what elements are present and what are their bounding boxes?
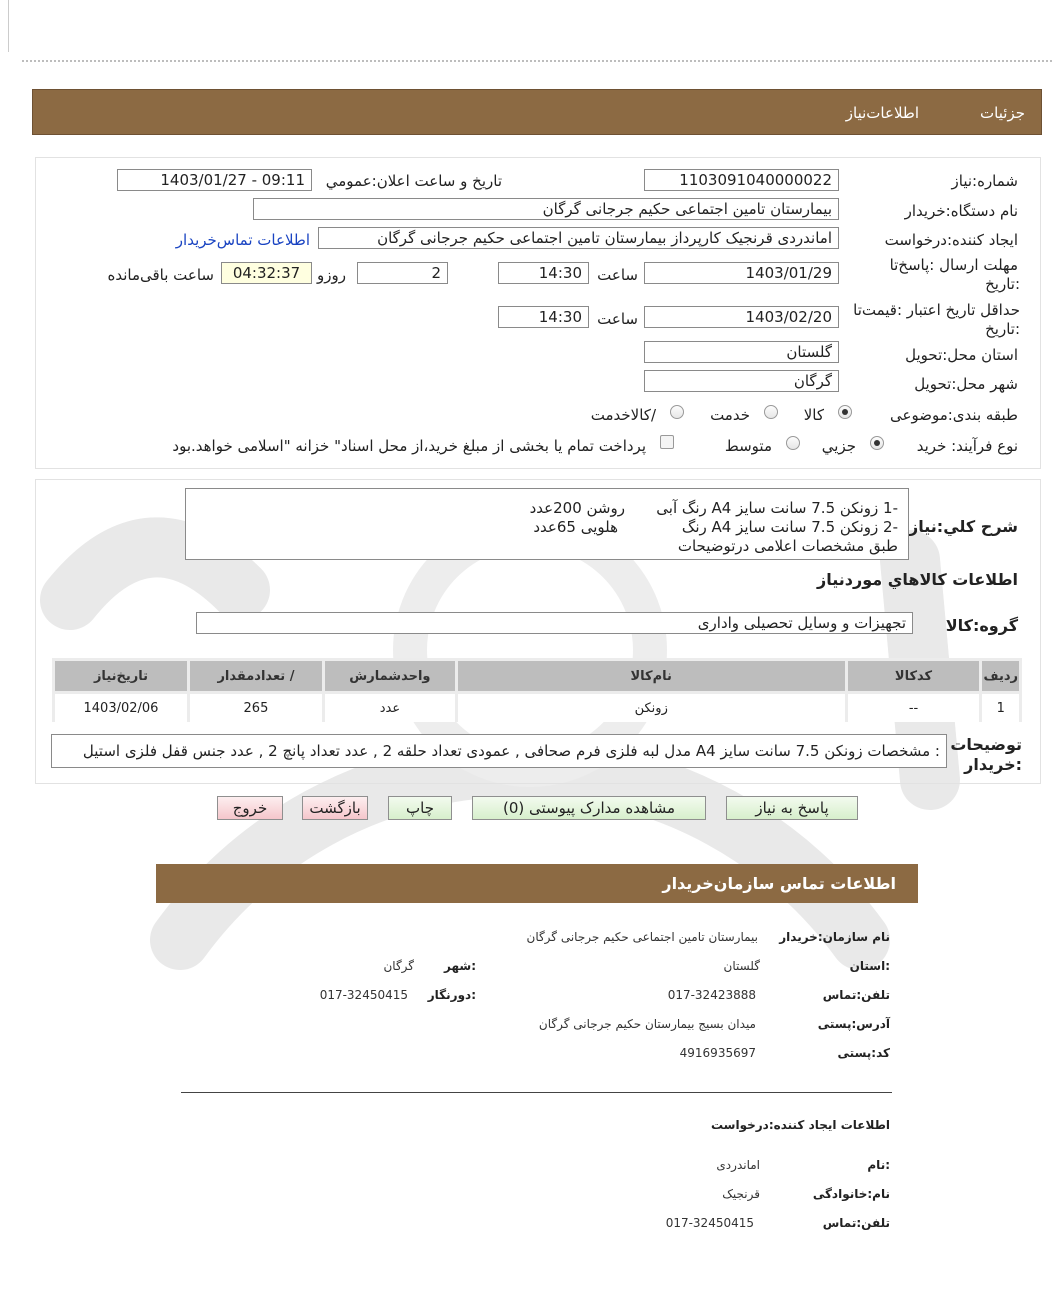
validity-time-label: ساعت: [597, 310, 638, 328]
validity-label-1: حداقل تاریخ اعتبار :قیمت‌تا: [853, 301, 1020, 319]
remaining-label: ساعت باقی‌مانده: [107, 266, 214, 284]
contact-province-label: :استان: [849, 959, 890, 973]
cell-row: 1: [982, 694, 1019, 722]
cell-name: زونکن: [458, 694, 845, 722]
cell-date: 1403/02/06: [55, 694, 187, 722]
payment-checkbox[interactable]: [660, 435, 674, 449]
validity-label-2: :تاریخ: [985, 320, 1020, 338]
back-button[interactable]: بازگشت: [302, 796, 368, 820]
deadline-time-field: 14:30: [498, 262, 589, 284]
description-line-3: طبق مشخصات اعلامی درتوضیحات: [677, 537, 898, 555]
category-radio-goods-service[interactable]: [670, 405, 684, 419]
goods-table: [52, 658, 1022, 725]
contact-fax-label: :دورنگار: [427, 988, 476, 1002]
contact-phone-label: تلفن:تماس: [822, 988, 890, 1002]
category-label: طبقه بندی:موضوعی: [890, 406, 1018, 424]
city-field: گرگان: [644, 370, 839, 392]
validity-date-field: 1403/02/20: [644, 306, 839, 328]
creator-name-value: اماندردی: [716, 1158, 760, 1172]
col-name: نام‌کالا: [458, 661, 845, 691]
announce-label: تاریخ و ساعت اعلان:عمومي: [325, 172, 502, 190]
province-label: استان محل:تحویل: [905, 346, 1018, 364]
deadline-label-1: مهلت ارسال :پاسخ‌تا: [889, 256, 1018, 274]
contact-city-label: :شهر: [444, 959, 476, 973]
description-box: [185, 488, 909, 560]
goods-group-field: تجهیزات و وسایل تحصیلی واداری: [196, 612, 913, 634]
days-field: 2: [357, 262, 448, 284]
description-line-2a: -2 زونکن 7.5 سانت سایز A4 رنگ: [681, 518, 898, 536]
deadline-time-label: ساعت: [597, 266, 638, 284]
page-edge-line: [8, 0, 9, 52]
contact-header: [156, 864, 918, 903]
table-row: [55, 694, 1019, 722]
category-radio-goods[interactable]: [838, 405, 852, 419]
goods-group-label: گروه:کالا: [945, 616, 1018, 635]
creator-family-label: نام:خانوادگی: [812, 1187, 890, 1201]
creator-phone-label: تلفن:تماس: [822, 1216, 890, 1230]
col-unit: واحدشمارش: [325, 661, 455, 691]
creator-info-title: اطلاعات ایجاد کننده:درخواست: [710, 1118, 890, 1132]
payment-note: پرداخت تمام یا بخشی از مبلغ خرید،از محل اسناد" خزانه "اسلامی خواهد.بود: [172, 437, 646, 455]
contact-postal-value: 4916935697: [679, 1046, 756, 1060]
contact-org-label: نام سازمان:خریدار: [779, 930, 890, 944]
contact-divider: [181, 1092, 892, 1093]
creator-field: اماندردی قرنجیک کارپرداز بیمارستان تامین اجتماعی حکیم جرجانی گرگان: [318, 227, 839, 249]
exit-button[interactable]: خروج: [217, 796, 283, 820]
need-number-label: شماره:نیاز: [951, 172, 1018, 190]
contact-address-value: میدان بسیج بیمارستان حکیم جرجانی گرگان: [538, 1017, 756, 1031]
cell-quantity: 265: [190, 694, 322, 722]
process-radio-minor[interactable]: [870, 436, 884, 450]
buyer-notes-label-2: :خریدار: [964, 755, 1022, 774]
col-quantity: / تعدادمقدار: [190, 661, 322, 691]
validity-time-field: 14:30: [498, 306, 589, 328]
buyer-label: نام دستگاه:خریدار: [904, 202, 1018, 220]
description-line-1a: -1 زونکن 7.5 سانت سایز A4 رنگ آبی: [656, 499, 898, 517]
col-date: تاریخ‌نیاز: [55, 661, 187, 691]
contact-phone-value: 017-32423888: [667, 988, 756, 1002]
col-row: ردیف: [982, 661, 1019, 691]
creator-phone-value: 017-32450415: [665, 1216, 754, 1230]
creator-name-label: :نام: [867, 1158, 890, 1172]
category-option-goods: کالا: [803, 406, 824, 424]
contact-fax-value: 017-32450415: [319, 988, 408, 1002]
contact-address-label: آدرس:پستی: [817, 1017, 890, 1031]
top-divider: [22, 60, 1052, 62]
process-option-medium: متوسط: [724, 437, 772, 455]
description-line-2b: هلویی 65عدد: [533, 518, 618, 536]
cell-unit: عدد: [325, 694, 455, 722]
creator-label: ایجاد کننده:درخواست: [884, 231, 1018, 249]
goods-section-title: اطلاعات کالاهاي موردنياز: [817, 570, 1018, 589]
description-label: شرح کلي:نیاز: [909, 517, 1018, 536]
process-option-minor: جزيي: [821, 437, 856, 455]
days-label: روزو: [317, 266, 346, 284]
buyer-contact-link[interactable]: اطلاعات تماس‌خریدار: [175, 231, 310, 249]
cell-code: --: [848, 694, 980, 722]
province-field: گلستان: [644, 341, 839, 363]
category-option-goods-service: /کالاخدمت: [590, 406, 656, 424]
remaining-timer: 04:32:37: [221, 262, 312, 284]
reply-button[interactable]: پاسخ به نیاز: [726, 796, 858, 820]
deadline-date-field: 1403/01/29: [644, 262, 839, 284]
col-code: کدکالا: [848, 661, 980, 691]
creator-family-value: قرنجیک: [722, 1187, 760, 1201]
city-label: شهر محل:تحویل: [914, 375, 1018, 393]
buyer-notes-label-1: توضیحات: [950, 735, 1022, 754]
contact-postal-label: کد:پستی: [837, 1046, 890, 1060]
buyer-notes-field: : مشخصات زونکن 7.5 سانت سایز A4 مدل لبه فلزی فرم صحافی , عمودی تعداد حلقه 2 , عدد تعداد پانچ 2 , عدد جنس قفل فلزی استیل: [51, 734, 947, 768]
deadline-label-2: :تاریخ: [985, 275, 1020, 293]
contact-city-value: گرگان: [383, 959, 414, 973]
page-header: [32, 89, 1042, 135]
need-number-field: 1103091040000022: [644, 169, 839, 191]
process-label: نوع فرآیند: خرید: [916, 437, 1018, 455]
process-radio-medium[interactable]: [786, 436, 800, 450]
category-radio-service[interactable]: [764, 405, 778, 419]
print-button[interactable]: چاپ: [388, 796, 452, 820]
description-line-1b: روشن 200عدد: [529, 499, 625, 517]
goods-table-header: [55, 661, 1019, 691]
contact-province-value: گلستان: [723, 959, 760, 973]
contact-org-value: بیمارستان تامین اجتماعی حکیم جرجانی گرگان: [526, 930, 758, 944]
contact-title: اطلاعات تماس سازمان‌خریدار: [662, 874, 896, 893]
header-title: اطلاعات‌نیاز: [845, 104, 919, 122]
buyer-field: بیمارستان تامین اجتماعی حکیم جرجانی گرگان: [253, 198, 839, 220]
header-crumb[interactable]: جزئیات: [980, 104, 1025, 122]
attachments-button[interactable]: مشاهده مدارک پیوستی (0): [472, 796, 706, 820]
announce-field: 1403/01/27 - 09:11: [117, 169, 312, 191]
category-option-service: خدمت: [710, 406, 750, 424]
